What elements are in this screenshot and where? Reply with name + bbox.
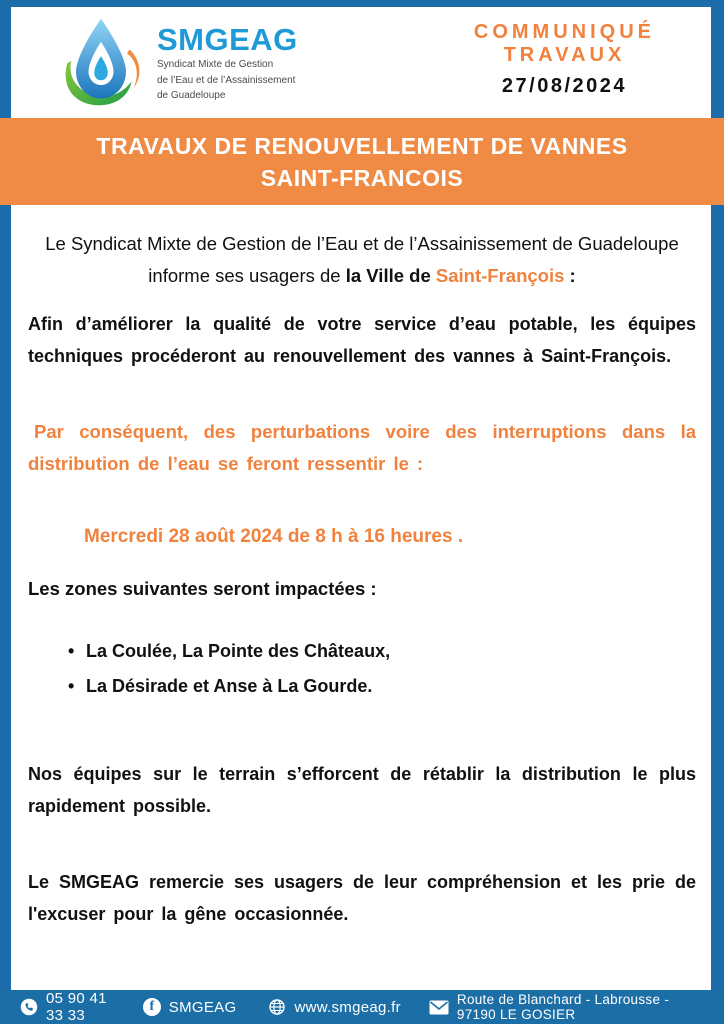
footer-website	[268, 998, 400, 1016]
smgeag-logo	[53, 15, 298, 111]
paragraph-thanks: Le SMGEAG remercie ses usagers de leur compréhension et les prie de l'excuser pour la gêne occasionnée.	[28, 872, 696, 924]
water-drop-logo-icon	[53, 15, 149, 111]
banner-title-line1: TRAVAUX DE RENOUVELLEMENT DE VANNES	[96, 133, 628, 159]
communique-date: 27/08/2024	[501, 75, 627, 97]
facebook-icon: f	[143, 998, 161, 1016]
title-banner	[0, 118, 724, 205]
envelope-icon	[429, 1000, 449, 1015]
intro-suffix: :	[564, 265, 576, 286]
globe-icon	[268, 998, 286, 1016]
banner-title-line2: SAINT-FRANCOIS	[260, 165, 464, 191]
communique-kicker	[474, 21, 655, 98]
logo-tagline-line2: de l’Eau et de l’Assainissement	[157, 74, 296, 86]
intro-city: Saint-François	[435, 265, 565, 286]
kicker-line1: COMMUNIQUÉ	[473, 21, 655, 43]
intro-bold: la Ville de	[345, 265, 436, 286]
logo-tagline-line1: Syndicat Mixte de Gestion	[157, 59, 274, 71]
phone-icon	[20, 998, 38, 1016]
body-content	[28, 205, 696, 930]
paragraph-teams: Nos équipes sur le terrain s’efforcent de rétablir la distribution le plus rapidement possible.	[28, 764, 696, 816]
frame-border-top	[0, 0, 724, 7]
header	[11, 7, 711, 118]
logo-tagline-line3: de Guadeloupe	[157, 90, 226, 102]
paragraph-improve: Afin d’améliorer la qualité de votre service d’eau potable, les équipes techniques procéderont au renouvellement des vannes à Saint-François.	[28, 314, 696, 366]
paragraph-consequence: Par conséquent, des perturbations voire des interruptions dans la distribution de l’eau se feront ressentir le :	[28, 421, 696, 474]
zone-item: • La Coulée, La Pointe des Châteaux,	[68, 634, 696, 669]
schedule-line: Mercredi 28 août 2024 de 8 h à 16 heures .	[84, 526, 464, 547]
footer-facebook	[143, 998, 237, 1016]
logo-name: SMGEAG	[157, 22, 298, 58]
footer-phone	[20, 990, 119, 1024]
logo-text	[157, 23, 298, 103]
footer-bar	[0, 990, 724, 1024]
zone-item: • La Désirade et Anse à La Gourde.	[68, 669, 696, 704]
footer-address	[429, 992, 704, 1022]
footer-facebook-handle: SMGEAG	[168, 998, 237, 1016]
intro-prefix: Le Syndicat Mixte de Gestion de l’Eau et de l’Assainissement de Guadeloupe informe ses usagers de	[45, 233, 679, 286]
kicker-line2: TRAVAUX	[503, 44, 626, 66]
footer-address-text: Route de Blanchard - Labrousse - 97190 LE GOSIER	[456, 992, 670, 1022]
footer-phone-number: 05 90 41 33 33	[46, 990, 107, 1024]
intro-paragraph	[28, 228, 696, 292]
footer-website-url: www.smgeag.fr	[294, 998, 401, 1016]
zones-heading: Les zones suivantes seront impactées :	[28, 578, 377, 599]
zones-list	[68, 634, 696, 704]
